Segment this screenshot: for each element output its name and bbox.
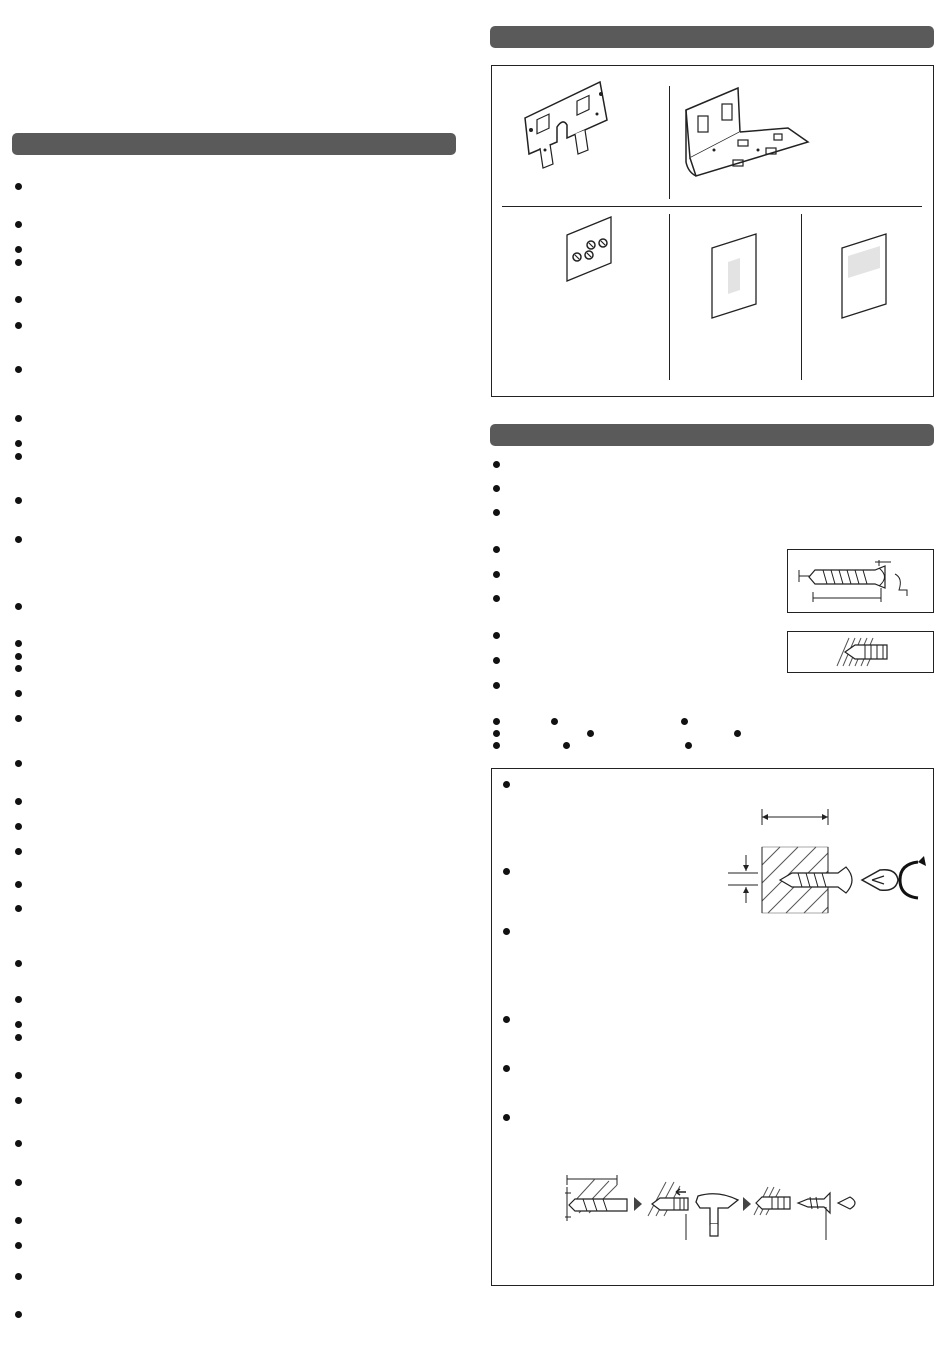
bullet-point	[685, 742, 692, 749]
bullet-point	[15, 798, 22, 805]
bullet-point	[493, 546, 500, 553]
bullet-point	[493, 461, 500, 468]
bullet-point	[15, 322, 22, 329]
bullet-point	[493, 571, 500, 578]
bullet-point	[493, 485, 500, 492]
bullet-point	[15, 415, 22, 422]
bullet-point	[551, 718, 558, 725]
bullet-point	[681, 718, 688, 725]
bullet-point	[15, 760, 22, 767]
divider	[669, 86, 670, 199]
hammer-icon	[646, 1178, 742, 1240]
bullet-point	[15, 603, 22, 610]
drill-icon	[563, 1173, 633, 1223]
bullet-point	[734, 730, 741, 737]
bullet-point	[15, 960, 22, 967]
bullet-point	[15, 1273, 22, 1280]
section-header-bar-left	[12, 133, 456, 155]
bullet-point	[15, 715, 22, 722]
bullet-point	[15, 881, 22, 888]
arrow-right-icon	[743, 1197, 751, 1211]
bullet-point	[493, 742, 500, 749]
bullet-point	[15, 259, 22, 266]
bullet-point	[493, 730, 500, 737]
arrow-right-icon	[634, 1197, 642, 1211]
bullet-point	[15, 823, 22, 830]
bullet-point	[15, 1034, 22, 1041]
label-sheet-icon	[840, 232, 890, 320]
bullet-point	[15, 1217, 22, 1224]
bullet-point	[15, 366, 22, 373]
bullet-point	[493, 595, 500, 602]
bullet-point	[15, 1021, 22, 1028]
bullet-point	[587, 730, 594, 737]
bullet-point	[15, 1242, 22, 1249]
bullet-point	[15, 183, 22, 190]
accessories-header-bar	[490, 26, 934, 48]
bullet-point	[493, 682, 500, 689]
bullet-point	[15, 690, 22, 697]
bullet-point	[493, 718, 500, 725]
installation-header-bar	[490, 424, 934, 446]
bullet-point	[15, 453, 22, 460]
bullet-point	[563, 742, 570, 749]
divider	[801, 214, 802, 380]
screw-depth-icon	[728, 805, 858, 915]
screw-anchor-icon	[795, 560, 925, 608]
bullet-point	[15, 497, 22, 504]
bullet-point	[493, 509, 500, 516]
wall-anchor-icon	[835, 636, 895, 668]
bullet-point	[15, 996, 22, 1003]
wall-bracket-icon	[515, 80, 625, 175]
bullet-point	[15, 1097, 22, 1104]
divider	[669, 214, 670, 380]
bullet-point	[15, 905, 22, 912]
screwdriver-icon[interactable]	[860, 850, 930, 910]
bullet-point	[15, 1311, 22, 1318]
bullet-point	[15, 665, 22, 672]
anchor-screw-icon	[752, 1185, 862, 1240]
divider	[502, 206, 922, 207]
bullet-point	[15, 296, 22, 303]
desk-stand-icon	[678, 80, 808, 190]
bullet-point	[15, 848, 22, 855]
template-sheet-icon	[710, 232, 760, 320]
bullet-point	[493, 657, 500, 664]
bullet-point	[15, 653, 22, 660]
bullet-point	[15, 640, 22, 647]
bullet-point	[15, 221, 22, 228]
bullet-point	[15, 1140, 22, 1147]
bullet-point	[493, 632, 500, 639]
bullet-point	[15, 440, 22, 447]
bullet-point	[15, 1072, 22, 1079]
bullet-point	[15, 246, 22, 253]
bullet-point	[15, 536, 22, 543]
bullet-point	[15, 1179, 22, 1186]
screws-sheet-icon	[565, 215, 615, 283]
